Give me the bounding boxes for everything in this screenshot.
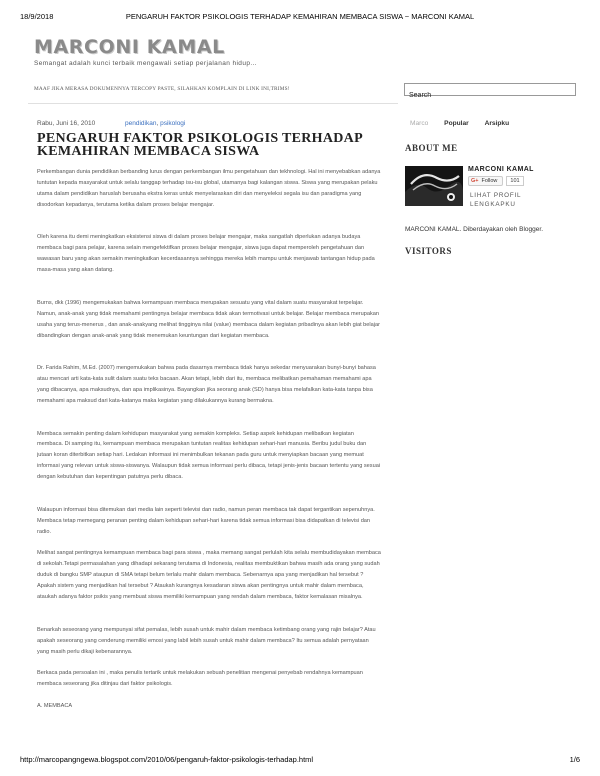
post-paragraph: Dr. Farida Rahim, M.Ed. (2007) mengemukakan bahwa pada dasarnya membaca tidak hanya sekedar menyuarakan bunyi-bunyi bahasa atau mencari arti kata-kata sulit dalam suatu teks bacaan. Akan tetapi, lebih dari itu, membaca melibatkan pemahaman memahami apa yang dibacanya, apa maksudnya, dan apa implikasinya. Bayangkan jika seorang anak (SD) hanya bisa melafalkan kata-kata tanpa bisa memahami apa maksud dari kata-katanya maka kegiatan yang dilakukannya kurang bermakna. bbox=[37, 365, 376, 404]
profile-name: MARCONI KAMAL bbox=[468, 166, 534, 173]
search-box[interactable] bbox=[404, 83, 576, 96]
google-plus-follow-button[interactable] bbox=[468, 176, 503, 186]
post-paragraph: Oleh karena itu demi meningkatkan eksistensi siswa di dalam proses belajar mengajar, maka sangatlah diperlukan adanya budaya membaca bagi para pelajar, karena selain mengefektifkan proses belajar mengajar, siswa juga dapat memperoleh pengetahuan dan wawasan baru yang akan semakin meningkatkan kecerdasannya sehingga mereka lebih mampu untuk menjawab tantangan hidup pada masa-masa yang akan datang. bbox=[37, 234, 375, 274]
tab-marco[interactable]: Marco bbox=[410, 120, 429, 127]
google-plus-icon: G+ bbox=[471, 178, 479, 184]
profile-photo-icon bbox=[405, 166, 463, 206]
post-meta bbox=[37, 120, 185, 127]
post-date: Rabu, Juni 16, 2010 bbox=[37, 120, 96, 127]
print-page-title: PENGARUH FAKTOR PSIKOLOGIS TERHADAP KEMAHIRAN MEMBACA SISWA ~ MARCONI KAMAL bbox=[125, 12, 475, 21]
follow-label: Follow bbox=[481, 178, 498, 184]
post-paragraph: Melihat sangat pentingnya kemampuan membaca bagi para siswa , maka memang sangat perlulah kita selalu membudidayakan membaca di sekolah.Tetapi permasalahan yang dihadapi sekarang terutama di Indonesia, realitas membuktikan bahwa masih ada orang yang sudah duduk di bangku SMP ataupun di SMA tetapi belum terlalu mahir dalam membaca. Sebenarnya apa yang menjadikan hal tersebut ? Apakah sistem yang menjadikan hal tersebut ? Ataukah kurangnya kesadaran siswa akan pentingnya untuk mahir dalam membaca, ataukah adanya faktor psikis yang membuat siswa memiliki kemampuan yang rendah dalam membaca, faktor kemalasan misalnya. bbox=[37, 550, 381, 601]
print-header bbox=[20, 12, 580, 24]
post-title: PENGARUH FAKTOR PSIKOLOGIS TERHADAP KEMAHIRAN MEMBACA SISWA bbox=[37, 131, 363, 159]
notice-text[interactable]: MAAF JIKA MERASA DOKUMENNYA TERCOPY PASTE, SILAHKAN KOMPLAIN DI LINK INI,TRIMS! bbox=[34, 86, 290, 92]
post-paragraph: Berkaca pada persoalan ini , maka penulis tertarik untuk melakukan sebuah penelitian mengenai penyebab rendahnya kemampuan membaca seseorang jika ditinjau dari faktor psikologis. bbox=[37, 670, 363, 688]
label-link-pendidikan[interactable]: pendidikan bbox=[125, 120, 157, 127]
post-paragraph: Membaca semakin penting dalam kehidupan masyarakat yang semakin kompleks. Setiap aspek kehidupan melibatkan kegiatan membaca. Di samping itu, kemampuan membaca merupakan tuntutan realitas kehidupan sehari-hari manusia. Beribu judul buku dan jutaan koran diterbitkan setiap hari. Ledakan informasi ini menimbulkan tekanan pada guru untuk menyiapkan bacaan yang memuat informasi yang relevan untuk siswa-siswanya. Walaupun tidak semua informasi perlu dibaca, tetapi jenis-jenis bacaan tertentu yang sesuai dengan kebutuhan dan kepentingan patutnya perlu dibaca. bbox=[37, 430, 381, 481]
post-paragraph: Benarkah seseorang yang mempunyai sifat pemalas, lebih susah untuk mahir dalam membaca ketimbang orang yang rajin belajar? Atau apakah seseorang yang cenderung memiliki emosi yang labil lebih susah untuk mahir dalam membaca? Itu semua adalah pernyataan yang masih perlu dikaji kebenarannya. bbox=[37, 626, 376, 655]
post-paragraph: Walaupun informasi bisa ditemukan dari media lain seperti televisi dan radio, namun peran membaca tak dapat tergantikan sepenuhnya. Membaca tetap memegang peranan penting dalam kehidupan sehari-hari karena tidak semua informasi bisa didapatkan di televisi dan radio. bbox=[37, 506, 375, 535]
blog-title[interactable]: MARCONI KAMAL bbox=[34, 36, 225, 58]
print-url: http://marcopangngewa.blogspot.com/2010/06/pengaruh-faktor-psikologis-terhadap.html bbox=[20, 755, 314, 764]
tab-popular[interactable]: Popular bbox=[444, 120, 469, 127]
search-input[interactable] bbox=[405, 90, 575, 101]
section-subheading: A. MEMBACA bbox=[37, 702, 73, 709]
notice-bar bbox=[28, 72, 398, 104]
follower-count: 101 bbox=[506, 176, 524, 186]
post-paragraph: Perkembangan dunia pendidikan berbanding lurus dengan perkembangan ilmu pengetahuan dan tekhnologi. Hal ini menyebabkan adanya tuntutan kepada masyarakat untuk selalu tanggap terhadap isu-isu global, utamanya bagi kalangan siswa. Siswa yang merupakan pelaku utama dalam pendidikan haruslah berusaha ekstra keras untuk menyelaraskan diri dan menyeleksi segala isu dan paradigma yang disodorkan kepadanya, terutama ketika dalam proses belajar mengajar. bbox=[37, 169, 381, 208]
blog-description: Semangat adalah kunci terbaik mengawali setiap perjalanan hidup... bbox=[34, 60, 257, 67]
print-page-number: 1/6 bbox=[569, 755, 580, 764]
visitors-heading: VISITORS bbox=[405, 246, 452, 256]
about-me-heading: ABOUT ME bbox=[405, 143, 458, 153]
powered-by-text: MARCONI KAMAL. Diberdayakan oleh Blogger. bbox=[405, 226, 544, 233]
tab-arsipku[interactable]: Arsipku bbox=[484, 120, 510, 127]
label-link-psikologi[interactable]: psikologi bbox=[160, 120, 186, 127]
print-date: 18/9/2018 bbox=[20, 12, 54, 21]
post-paragraph: Burns, dkk (1996) mengemukakan bahwa kemampuan membaca merupakan sesuatu yang vital dalam suatu masyarakat terpelajar. Namun, anak-anak yang tidak memahami pentingnya belajar membaca tidak akan termotivasi untuk belajar. Belajar membaca merupakan usaha yang terus-menerus , dan anak-anakyang melihat tingginya nilai (value) membaca dalam kegiatan pribadinya akan lebih giat belajar dibandingkan dengan anak-anak yang tidak menemukan keuntungan dari kegiatan membaca. bbox=[37, 299, 380, 339]
view-profile-link[interactable]: LIHAT PROFIL LENGKAPKU bbox=[470, 192, 522, 208]
post-body bbox=[37, 167, 381, 712]
label-separator: , bbox=[156, 120, 159, 127]
sidebar-tabs bbox=[410, 120, 523, 127]
profile-image[interactable] bbox=[405, 166, 463, 206]
